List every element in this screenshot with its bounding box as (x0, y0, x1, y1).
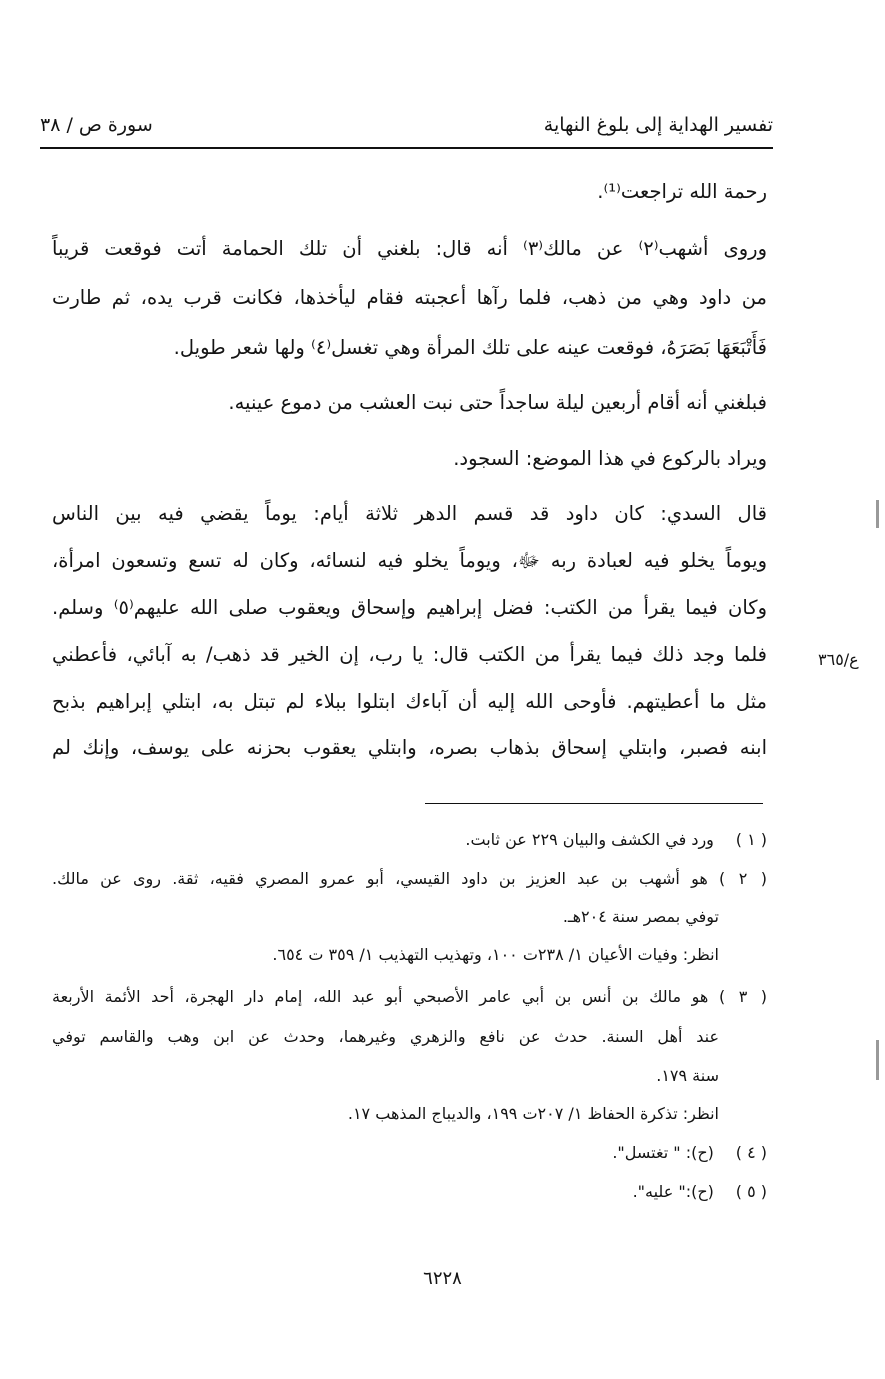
manuscript-folio-ref: ع/٣٦٥ (818, 650, 859, 669)
scan-edge-mark (876, 1040, 879, 1080)
body-line: فلما وجد ذلك فيما يقرأ من الكتب قال: يا رب، إن الخير قد ذهب/ به آبائي، فأعطني (52, 643, 767, 666)
body-line: قال السدي: كان داود قد قسم الدهر ثلاثة أيام: يوماً يقضي فيه بين الناس (52, 502, 767, 525)
footnote-continuation: عند أهل السنة. حدث عن نافع والزهري وغيرهما، وحدث عن ابن وهب والقاسم توفي (52, 1027, 719, 1046)
body-line: ابنه فصبر، وابتلي إسحاق بذهاب بصره، وابتلي يعقوب بحزنه على يوسف، وإنك لم (52, 736, 767, 759)
page-number: ٦٢٢٨ (423, 1268, 462, 1289)
running-title: تفسير الهداية إلى بلوغ النهاية (543, 114, 773, 136)
body-line: فَأَتْبَعَهَا بَصَرَهُ، فوقعت عينه على تلك المرأة وهي تغسل⁽٤⁾ ولها شعر طويل. (173, 336, 767, 359)
scan-edge-mark (876, 500, 879, 528)
footnote-text: هو أشهب بن عبد العزيز بن داود القيسي، أبو عمرو المصري فقيه، ثقة. روى عن مالك. (52, 869, 708, 888)
header-rule (40, 147, 773, 149)
body-line: وروى أشهب⁽٢⁾ عن مالك⁽٣⁾ أنه قال: بلغني أن تلك الحمامة أتت فوقعت قريباً (52, 237, 767, 260)
body-line: من داود وهي من ذهب، فلما رآها أعجبته فقام ليأخذها، فكانت قرب يده، ثم طارت (52, 286, 767, 309)
body-line: ويوماً يخلو فيه لعبادة ربه ﷻ، ويوماً يخلو فيه لنسائه، وكان له تسع وتسعون امرأة، (52, 549, 767, 572)
footnote (52, 1143, 767, 1162)
footnote-continuation: انظر: تذكرة الحفاظ ١/ ٢٠٧ت ١٩٩، والديباج المذهب ١٧. (347, 1104, 719, 1123)
body-line: ويراد بالركوع في هذا الموضع: السجود. (453, 447, 767, 470)
footnote-continuation: انظر: وفيات الأعيان ١/ ٢٣٨ت ١٠٠، وتهذيب التهذيب ١/ ٣٥٩ ت ٦٥٤. (272, 945, 719, 964)
footnote-continuation: سنة ١٧٩. (656, 1066, 719, 1085)
footnote (52, 1182, 767, 1201)
footnote (52, 869, 767, 888)
body-line: وكان فيما يقرأ من الكتب: فضل إبراهيم وإسحاق ويعقوب صلى الله عليهم⁽٥⁾ وسلم. (52, 596, 767, 619)
footnote-text: (ح): " تغتسل". (612, 1143, 714, 1162)
body-line: فبلغني أنه أقام أربعين ليلة ساجداً حتى نبت العشب من دموع عينيه. (228, 391, 767, 414)
footnote-number: ( ٢ ) (719, 869, 768, 888)
footnote (52, 830, 767, 849)
footnote (52, 987, 767, 1006)
footnote-text: (ح):" عليه". (632, 1182, 714, 1201)
body-line: رحمة الله تراجعت⁽¹⁾. (597, 180, 767, 203)
footnote-number: ( ١ ) (735, 830, 767, 849)
footnote-number: ( ٤ ) (735, 1143, 767, 1162)
footnote-text: ورد في الكشف والبيان ٢٢٩ عن ثابت. (465, 830, 714, 849)
footnote-separator (425, 803, 763, 804)
footnote-number: ( ٣ ) (719, 987, 767, 1006)
footnote-number: ( ٥ ) (735, 1182, 767, 1201)
footnote-text: هو مالك بن أنس بن أبي عامر الأصبحي أبو عبد الله، إمام دار الهجرة، أحد الأئمة الأربعة (52, 987, 709, 1006)
body-line: مثل ما أعطيتهم. فأوحى الله إليه أن آباءك ابتلوا ببلاء لم تبتل به، ابتلي إبراهيم بذبح (52, 690, 767, 713)
running-surah-ref: سورة ص / ٣٨ (40, 114, 153, 136)
footnote-continuation: توفي بمصر سنة ٢٠٤هـ. (562, 907, 719, 926)
